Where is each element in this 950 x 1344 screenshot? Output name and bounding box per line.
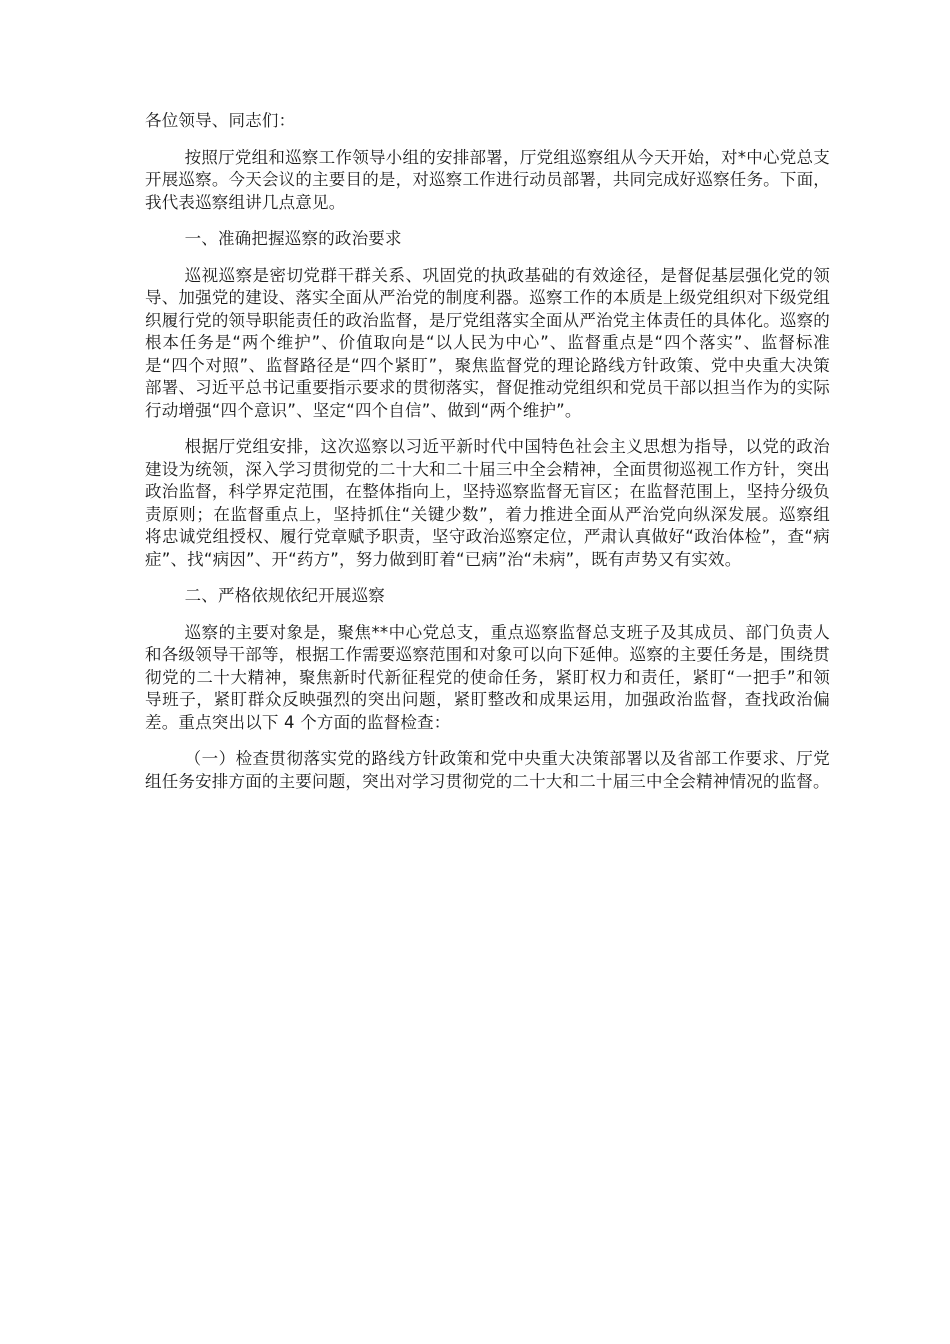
document-page: [145, 110, 830, 807]
section-1-paragraph-2: 根据厅党组安排，这次巡察以习近平新时代中国特色社会主义思想为指导，以党的政治建设为统领，深入学习贯彻党的二十大和二十届三中全会精神，全面贯彻巡视工作方针，突出政治监督，科学界定范围，在整体指向上，坚持巡察监督无盲区；在监督范围上，坚持分级负责原则；在监督重点上，坚持抓住“关键少数”，着力推进全面从严治党向纵深发展。巡察组将忠诚党组授权、履行党章赋予职责，坚守政治巡察定位，严肃认真做好“政治体检”，查“病症”、找“病因”、开“药方”，努力做到盯着“已病”治“未病”，既有声势又有实效。: [145, 437, 830, 569]
section-2-paragraph-1: 巡察的主要对象是，聚焦**中心党总支，重点巡察监督总支班子及其成员、部门负责人和各级领导干部等，根据工作需要巡察范围和对象可以向下延伸。巡察的主要任务是，围绕贯彻党的二十大精神，聚焦新时代新征程党的使命任务，紧盯权力和责任，紧盯“一把手”和领导班子，紧盯群众反映强烈的突出问题，紧盯整改和成果运用，加强政治监督，查找政治偏差。重点突出以下 4 个方面的监督检查：: [145, 622, 830, 732]
section-1-heading: 一、准确把握巡察的政治要求: [184, 229, 402, 248]
intro-paragraph: 按照厅党组和巡察工作领导小组的安排部署，厅党组巡察组从今天开始，对*中心党总支开展巡察。今天会议的主要目的是，对巡察工作进行动员部署，共同完成好巡察任务。下面，我代表巡察组讲几点意见。: [145, 147, 830, 212]
section-2-heading: 二、严格依规依纪开展巡察: [184, 586, 385, 605]
section-1-paragraph-1: 巡视巡察是密切党群干群关系、巩固党的执政基础的有效途径，是督促基层强化党的领导、加强党的建设、落实全面从严治党的制度利器。巡察工作的本质是上级党组织对下级党组织履行党的领导职能责任的政治监督，是厅党组落实全面从严治党主体责任的具体化。巡察的根本任务是“两个维护”、价值取向是“以人民为中心”、监督重点是“四个落实”、监督标准是“四个对照”、监督路径是“四个紧盯”，聚焦监督党的理论路线方针政策、党中央重大决策部署、习近平总书记重要指示要求的贯彻落实，督促推动党组织和党员干部以担当作为的实际行动增强“四个意识”、坚定“四个自信”、做到“两个维护”。: [145, 265, 830, 420]
salutation: 各位领导、同志们：: [145, 111, 296, 130]
section-2-item-1: （一）检查贯彻落实党的路线方针政策和党中央重大决策部署以及省部工作要求、厅党组任务安排方面的主要问题，突出对学习贯彻党的二十大和二十届三中全会精神情况的监督。: [145, 749, 830, 791]
